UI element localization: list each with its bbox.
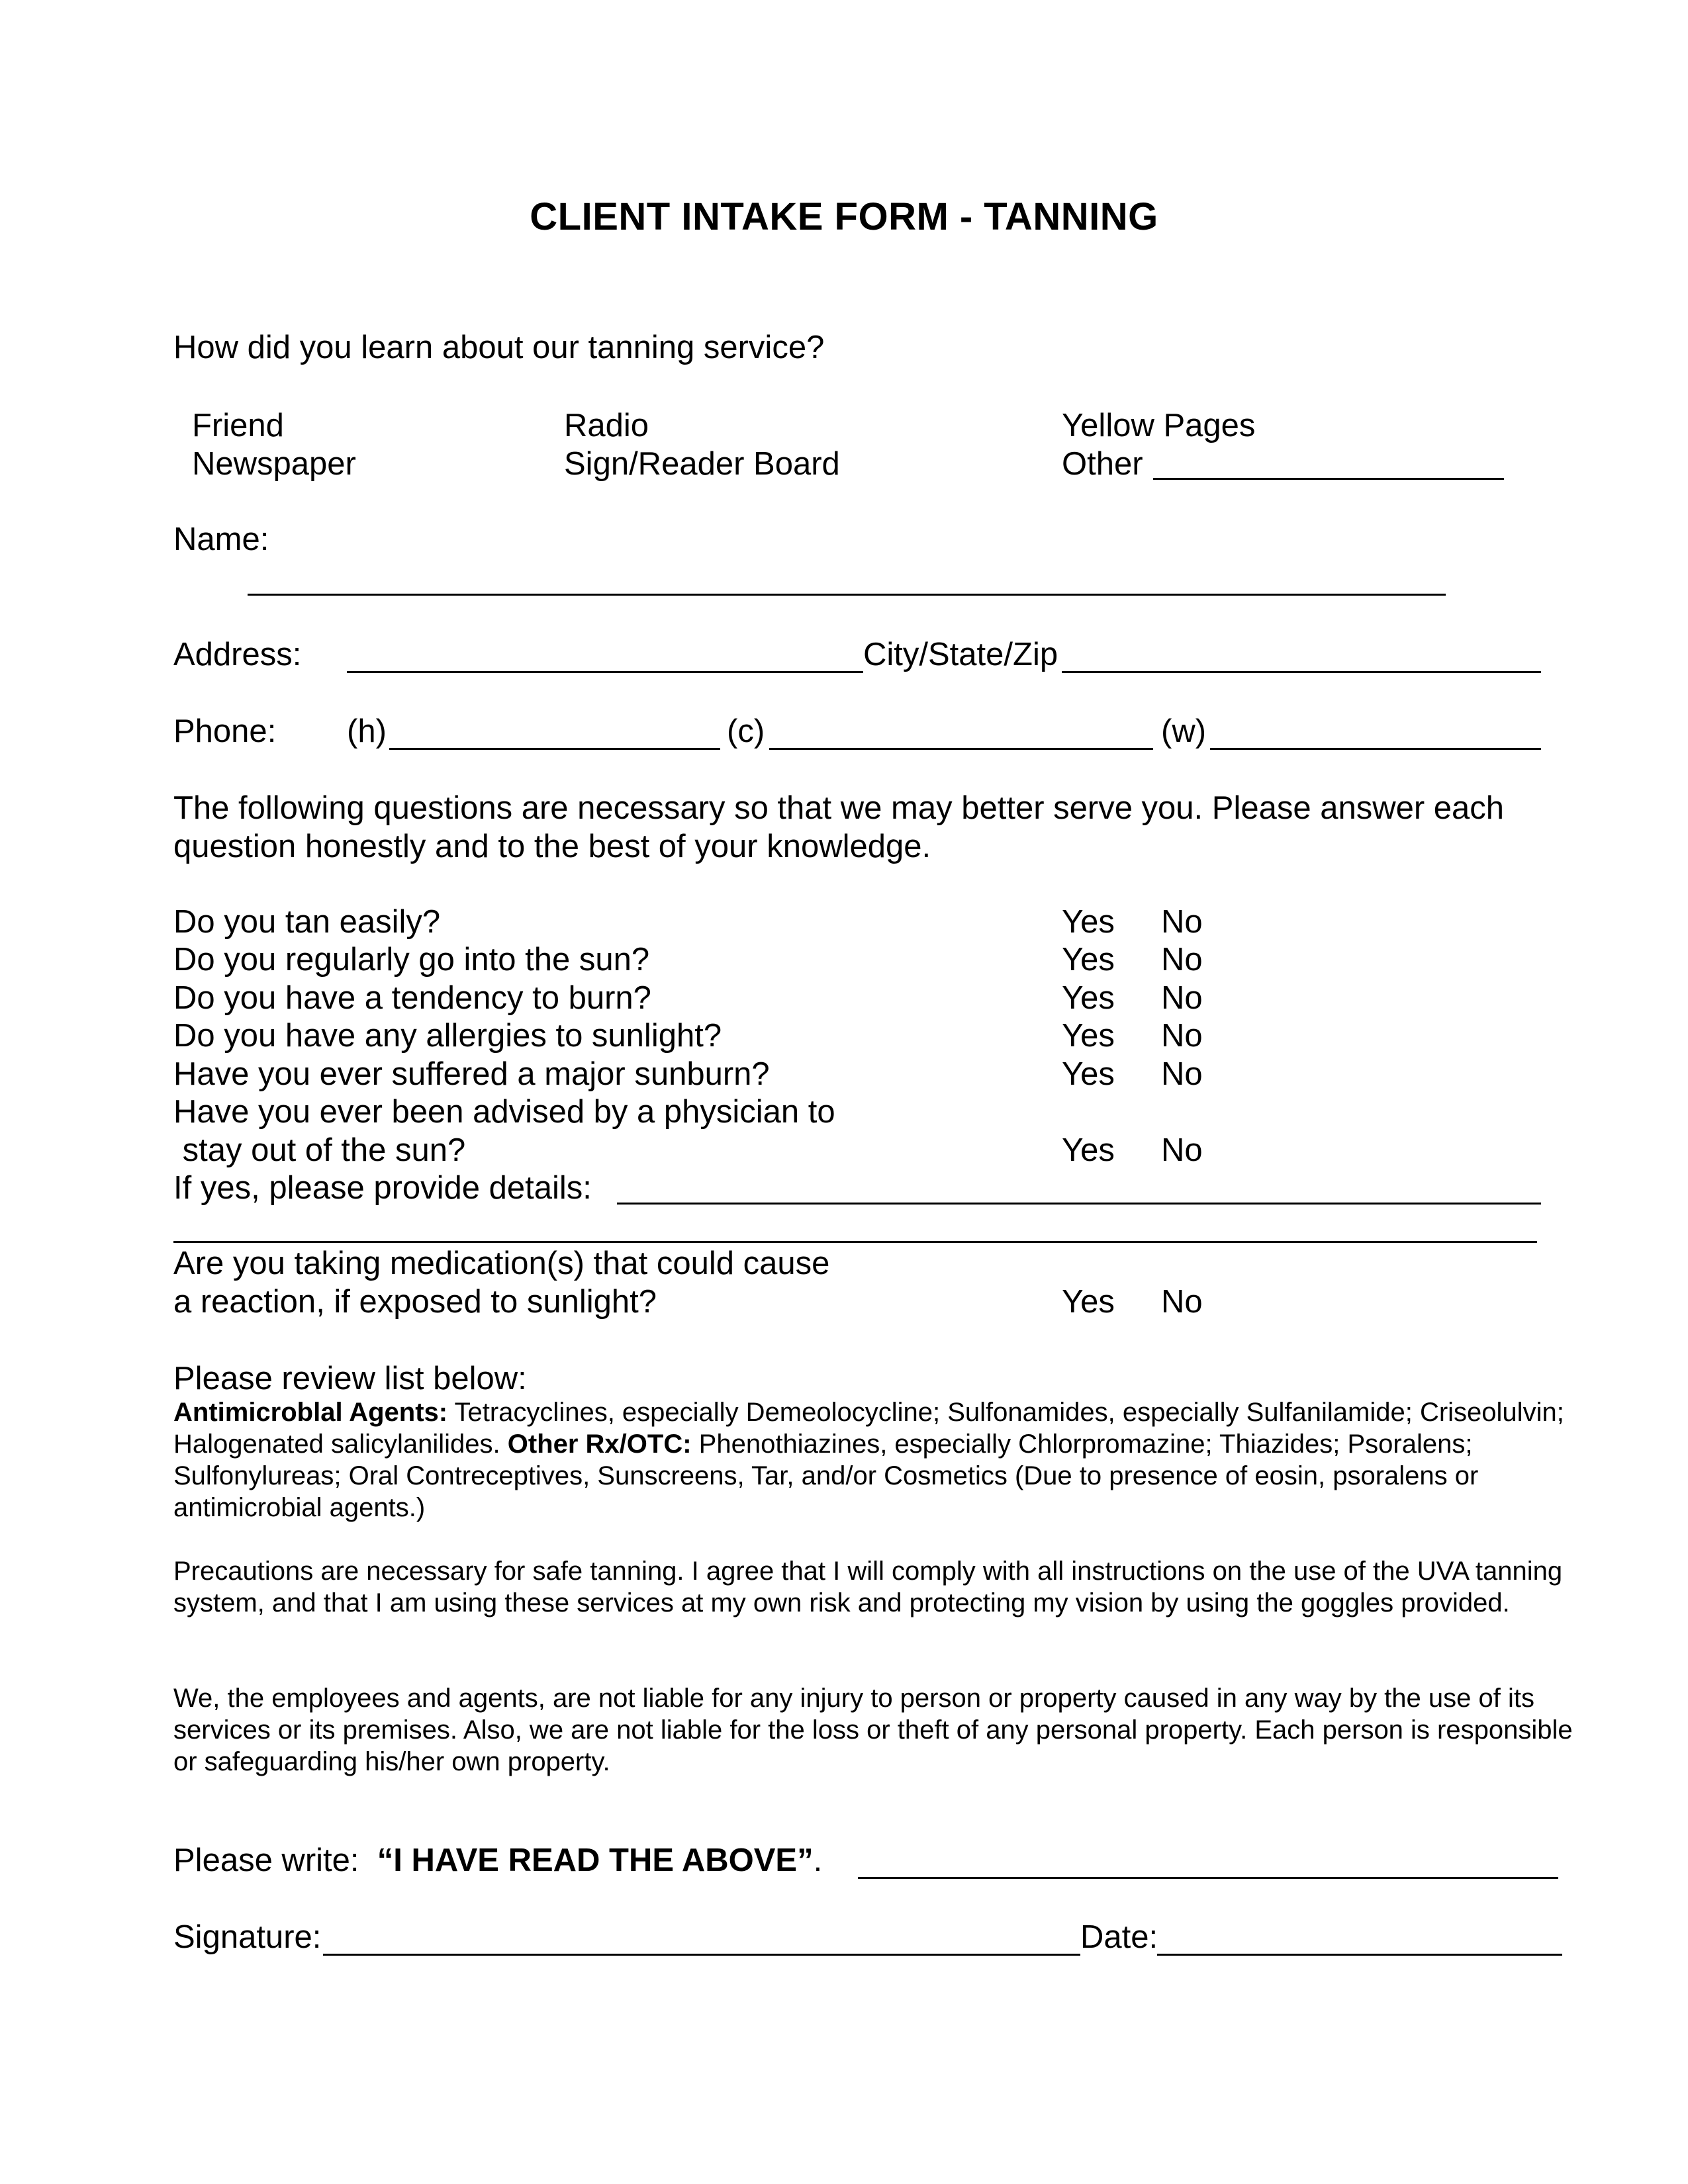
question-medication-cont: a reaction, if exposed to sunlight? bbox=[173, 1284, 657, 1320]
answer-yes[interactable]: Yes bbox=[1062, 942, 1115, 978]
option-newspaper[interactable]: Newspaper bbox=[192, 446, 356, 482]
phone-home-label: (h) bbox=[347, 713, 387, 749]
phone-cell-label: (c) bbox=[727, 713, 765, 749]
question-tendency-to-burn: Do you have a tendency to burn? bbox=[173, 980, 651, 1016]
details-input-line[interactable] bbox=[617, 1203, 1541, 1205]
signature-input-line[interactable] bbox=[323, 1954, 1080, 1956]
acknowledge-input-line[interactable] bbox=[858, 1877, 1558, 1879]
date-label: Date: bbox=[1080, 1919, 1158, 1955]
answer-no[interactable]: No bbox=[1161, 904, 1203, 940]
review-heading: Please review list below: bbox=[173, 1361, 527, 1396]
other-rx-text: Phenothiazines, especially Chlorpromazine; Thiazides; Psoralens; Sulfonylureas; Oral Contreceptives, Sunscreens, Tar, and/or Cosmetics (Due to presence of eosin, psoralens or antimicrobial agents.) bbox=[173, 1430, 1479, 1522]
option-yellow-pages[interactable]: Yellow Pages bbox=[1062, 408, 1256, 443]
other-input-line[interactable] bbox=[1153, 478, 1504, 480]
option-sign-reader-board[interactable]: Sign/Reader Board bbox=[564, 446, 840, 482]
answer-no[interactable]: No bbox=[1161, 942, 1203, 978]
referral-question: How did you learn about our tanning service? bbox=[173, 330, 825, 365]
details-input-line-2[interactable] bbox=[173, 1241, 1537, 1243]
city-state-zip-label: City/State/Zip bbox=[863, 637, 1058, 672]
answer-yes[interactable]: Yes bbox=[1062, 1056, 1115, 1092]
acknowledge-suffix: . bbox=[813, 1843, 823, 1878]
phone-work-label: (w) bbox=[1161, 713, 1207, 749]
intro-paragraph: The following questions are necessary so that we may better serve you. Please answer each question honestly and to the best of your knowledge. bbox=[173, 790, 1505, 864]
name-input-line[interactable] bbox=[248, 594, 1446, 596]
details-label: If yes, please provide details: bbox=[173, 1170, 592, 1206]
name-label: Name: bbox=[173, 522, 269, 557]
other-rx-label: Other Rx/OTC: bbox=[507, 1430, 692, 1459]
answer-no[interactable]: No bbox=[1161, 1018, 1203, 1054]
phone-home-input-line[interactable] bbox=[389, 748, 720, 750]
acknowledge-statement: “I HAVE READ THE ABOVE” bbox=[377, 1843, 814, 1878]
question-physician-advised-cont: stay out of the sun? bbox=[173, 1132, 466, 1168]
answer-yes[interactable]: Yes bbox=[1062, 1132, 1115, 1168]
option-friend[interactable]: Friend bbox=[192, 408, 284, 443]
medication-list bbox=[173, 1396, 1590, 1524]
precautions-paragraph: Precautions are necessary for safe tanning. I agree that I will comply with all instructions on the use of the UVA tanning system, and that I am using these services at my own risk and protecting my vision by using the goggles provided. bbox=[173, 1557, 1563, 1617]
city-state-zip-input-line[interactable] bbox=[1062, 671, 1541, 673]
agents-label: Antimicroblal Agents: bbox=[173, 1398, 448, 1427]
answer-no[interactable]: No bbox=[1161, 980, 1203, 1016]
question-medication: Are you taking medication(s) that could cause bbox=[173, 1246, 830, 1281]
acknowledge-prefix: Please write: bbox=[173, 1843, 377, 1878]
option-radio[interactable]: Radio bbox=[564, 408, 649, 443]
phone-label: Phone: bbox=[173, 713, 277, 749]
agents-text: Tetracyclines, especially Demeolocycline; Sulfonamides, especially Sulfanilamide; Criseolulvin; Halogenated salicylanilides. bbox=[173, 1398, 1564, 1459]
answer-yes[interactable]: Yes bbox=[1062, 904, 1115, 940]
question-tan-easily: Do you tan easily? bbox=[173, 904, 441, 940]
question-allergies-sunlight: Do you have any allergies to sunlight? bbox=[173, 1018, 722, 1054]
liability-paragraph: We, the employees and agents, are not liable for any injury to person or property caused in any way by the use of its services or its premises. Also, we are not liable for the loss or theft of any personal property. Each person is responsible or safeguarding his/her own property. bbox=[173, 1684, 1573, 1776]
question-physician-advised: Have you ever been advised by a physician to bbox=[173, 1094, 835, 1130]
phone-work-input-line[interactable] bbox=[1210, 748, 1541, 750]
address-label: Address: bbox=[173, 637, 302, 672]
answer-yes[interactable]: Yes bbox=[1062, 1018, 1115, 1054]
answer-no[interactable]: No bbox=[1161, 1056, 1203, 1092]
answer-no[interactable]: No bbox=[1161, 1284, 1203, 1320]
option-other[interactable]: Other bbox=[1062, 446, 1143, 482]
answer-no[interactable]: No bbox=[1161, 1132, 1203, 1168]
question-major-sunburn: Have you ever suffered a major sunburn? bbox=[173, 1056, 770, 1092]
acknowledge-instruction bbox=[173, 1841, 822, 1880]
date-input-line[interactable] bbox=[1157, 1954, 1562, 1956]
answer-yes[interactable]: Yes bbox=[1062, 980, 1115, 1016]
address-input-line[interactable] bbox=[347, 671, 863, 673]
signature-label: Signature: bbox=[173, 1919, 322, 1955]
question-go-into-sun: Do you regularly go into the sun? bbox=[173, 942, 650, 978]
answer-yes[interactable]: Yes bbox=[1062, 1284, 1115, 1320]
form-title: CLIENT INTAKE FORM - TANNING bbox=[530, 195, 1158, 238]
phone-cell-input-line[interactable] bbox=[769, 748, 1153, 750]
